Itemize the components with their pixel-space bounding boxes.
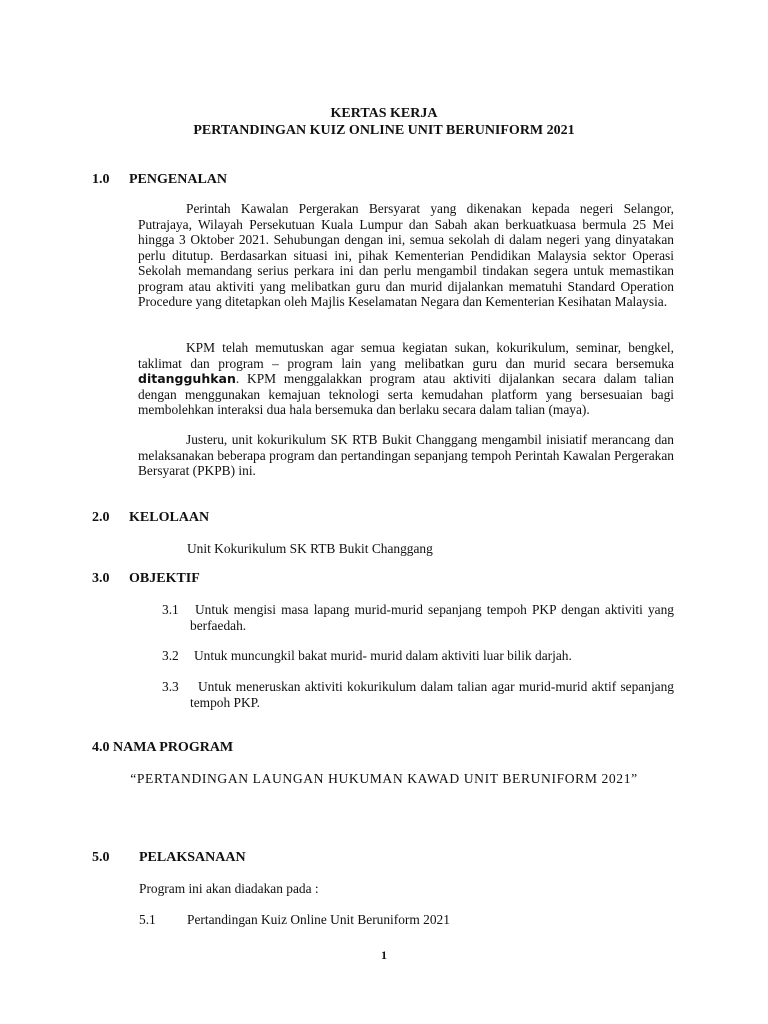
section-1-number: 1.0 [92,172,110,187]
section-5-number: 5.0 [92,850,110,865]
section-5-item-text: Pertandingan Kuiz Online Unit Beruniform 2021 [187,912,450,927]
paragraph-text: KPM telah memutuskan agar semua kegiatan sukan, kokurikulum, seminar, bengkel, taklimat dan program – program lain yang melibatkan guru dan murid secara bersemuka [138,340,674,371]
objective-text: Untuk mengisi masa lapang murid-murid sepanjang tempoh PKP dengan aktiviti yang berfaedah. [190,602,674,633]
paragraph-text: . KPM menggalakkan program atau aktiviti dijalankan secara dalam talian dengan menggunakan kemajuan teknologi serta kemudahan platform yang bersesuaian bagi membolehkan interaksi dua hala bersemuka dan berlaku secara dalam talian (maya). [138,371,674,417]
document-subtitle: PERTANDINGAN KUIZ ONLINE UNIT BERUNIFORM 2021 [193,123,575,138]
section-1-paragraph-3 [138,432,674,479]
section-2-title: KELOLAAN [129,510,210,525]
objective-number: 3.1 [162,602,179,617]
section-2-text: Unit Kokurikulum SK RTB Bukit Changgang [187,541,433,556]
objective-number: 3.2 [162,648,179,663]
section-1-paragraph-2 [138,340,674,418]
objective-item [190,602,674,633]
section-4-heading: 4.0 NAMA PROGRAM [92,740,234,755]
section-3-number: 3.0 [92,571,110,586]
objective-item [190,679,674,710]
section-2-number: 2.0 [92,510,110,525]
objective-number: 3.3 [162,679,179,694]
paragraph-text: Perintah Kawalan Pergerakan Bersyarat yang dikenakan kepada negeri Selangor, Putrajaya, Wilayah Persekutuan Kuala Lumpur dan Sabah akan berkuatkuasa bermula 25 Mei hingga 3 Oktober 2021. Sehubungan dengan ini, semua sekolah di dalam negeri yang dinyatakan perlu ditutup. Berdasarkan situasi ini, pihak Kementerian Pendidikan Malaysia sektor Operasi Sekolah memandang serius perkara ini dan perlu mengambil tindakan segera untuk memastikan program atau aktiviti yang melibatkan guru dan murid dijalankan mematuhi Standard Operation Procedure yang ditetapkan oleh Majlis Keselamatan Negara dan Kementerian Kesihatan Malaysia. [138,201,674,309]
section-5-item-number: 5.1 [139,912,156,927]
objective-text: Untuk meneruskan aktiviti kokurikulum dalam talian agar murid-murid aktif sepanjang tempoh PKP. [190,679,674,710]
section-5-intro: Program ini akan diadakan pada : [139,881,319,896]
paragraph-text: Justeru, unit kokurikulum SK RTB Bukit Changgang mengambil inisiatif merancang dan melaksanakan beberapa program dan pertandingan sepanjang tempoh Perintah Kawalan Pergerakan Bersyarat (PKPB) ini. [138,432,674,478]
section-1-title: PENGENALAN [129,172,228,187]
document-title: KERTAS KERJA [330,106,438,121]
program-name: “PERTANDINGAN LAUNGAN HUKUMAN KAWAD UNIT BERUNIFORM 2021” [130,771,638,786]
section-1-paragraph-1 [138,201,674,310]
objective-text: Untuk muncungkil bakat murid- murid dalam aktiviti luar bilik darjah. [194,648,572,663]
section-3-title: OBJEKTIF [129,571,200,586]
emphasis-text: ditangguhkan [138,371,236,386]
page-number: 1 [381,948,387,962]
section-5-title: PELAKSANAAN [139,850,246,865]
